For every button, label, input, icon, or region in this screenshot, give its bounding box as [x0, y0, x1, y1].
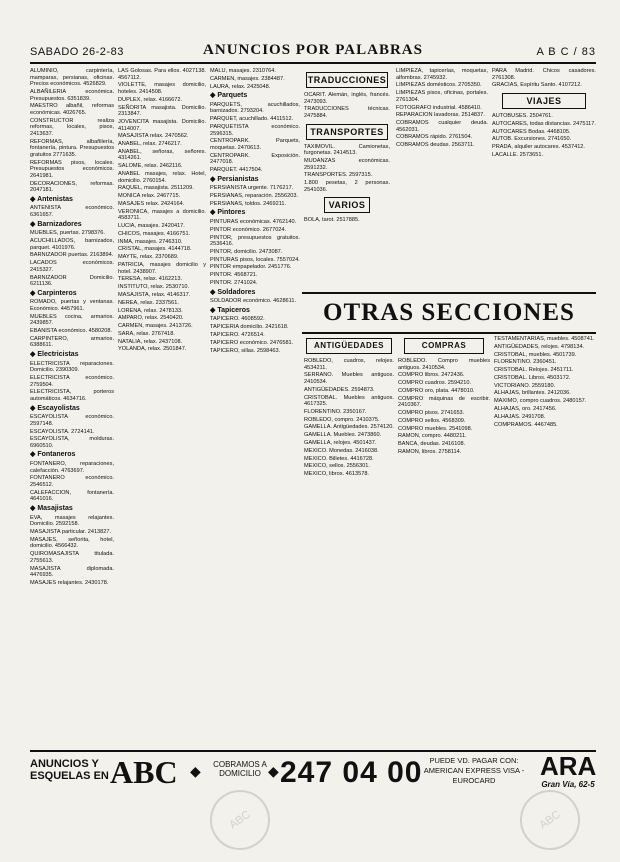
classified-ad: GAMELLA. Muebles. 2473860. [304, 432, 382, 439]
column-6 [492, 68, 596, 303]
classified-ad: MEXICO. Billetes. 4416728. [304, 455, 374, 462]
classified-ad: LACALLE. 2573651. [492, 151, 544, 158]
classified-ad: OCARIT. Alemán, inglés, francés. 2473093. [304, 92, 390, 105]
classified-ad: EVA, masajes relajantes. Domicilio. 2592158. [30, 514, 114, 528]
classified-ad: ANABEL, señoras, señores. 4314261. [118, 148, 206, 162]
classified-ad: ROBLEDO. Compro muebles antiguos. 2410534. [398, 358, 490, 371]
classified-ad: BARNIZADOR puertas. 2163894. [30, 252, 114, 259]
classified-ad: RAQUEL, masajista. 2511209. [118, 185, 194, 192]
classified-ad: MEXICO, libros. 4613578. [304, 471, 369, 478]
classified-ad: BARNIZADOR Domicilio. 6211136. [30, 274, 114, 288]
classified-ad: REPARACION lavadoras. 2514837. [396, 112, 485, 119]
classified-ad: PINTOR. 2741024. [210, 280, 258, 287]
classified-ad: 1.800 pesetas, 2 personas. 2541036. [304, 180, 390, 193]
classified-ad: PERSIANAS, reparación. 2556203. [210, 193, 298, 199]
footer-cobramos: COBRAMOS A DOMICILIO [213, 760, 267, 778]
otras-secciones-banner: OTRAS SECCIONES [302, 292, 596, 334]
classified-ad: PINTOR económico. 2677024. [210, 226, 287, 233]
classified-ad: ELECTRICISTA reparaciones. Domicilio. 2390309. [30, 360, 114, 374]
section-box-varios: VARIOS [324, 197, 370, 213]
classified-ad: ALHAJAS, oro. 2417456. [494, 406, 557, 413]
classified-ad: LIMPIEZAS domésticos. 2705350. [396, 82, 482, 89]
classified-ad: DECORACIONES, reformas. 2047181. [30, 180, 114, 194]
classified-ad: ALUMINIO, carpintería, mamparas, persianas, oficinas. Precios económicos. 4526829. [30, 68, 114, 88]
footer-advert [30, 750, 596, 800]
classified-ad: QUIROMASAJISTA titulada. 2755613. [30, 551, 114, 564]
transportes-list [304, 144, 390, 194]
section-heading: ◆ Masajistas [30, 505, 73, 512]
classified-ad: MASAJISTA, relax. 4146317. [118, 291, 191, 298]
classified-ad: PARA Madrid. Chicos casadores. 2761308. [492, 68, 596, 81]
classified-ad: NEREA, relax. 2337561. [118, 299, 179, 306]
section-heading: ◆ Antenistas [30, 195, 73, 203]
column-antiguedades [304, 336, 394, 744]
classified-ad: CRISTOBAL, muebles. 4501739. [494, 351, 577, 358]
classified-ad: PATRICIA, masajes domicilio y hotel. 2438907. [118, 262, 206, 275]
classified-ad: GAMELLA, relojes. 4501437. [304, 440, 377, 447]
classified-ad: COMPRO libros. 2472436. [398, 372, 465, 379]
section-box-antiguedades: ANTIGÜEDADES [306, 338, 392, 354]
classified-ad: ROMADO, puertas y ventanas. Económico. 4457961. [30, 299, 114, 312]
classified-ad: CARMEN, masajes. 2384487. [210, 75, 285, 82]
classified-ad: ACUCHILLADOS, barnizados, parquet. 4101976. [30, 237, 114, 251]
classified-ad: COBRAMOS rápido. 2761504. [396, 134, 473, 141]
classified-ad: RAMON, libros. 2758114. [398, 449, 462, 455]
abc-watermark: ABC [508, 778, 592, 862]
footer-anuncios: ANUNCIOS Y ESQUELAS EN [30, 758, 109, 782]
classified-ad: AUTOCARES Bodas. 4468105. [492, 128, 571, 135]
compras-list [398, 358, 490, 456]
classified-ad: BOLA, tarot. 2517885. [304, 217, 360, 224]
classified-ad: COMPRO pisos. 2741653. [398, 410, 465, 417]
classified-ad: MEXICO, sellos. 2556301. [304, 463, 370, 470]
classified-ad: CARPINTERO, armarios. 6388611. [30, 335, 114, 349]
classified-ad: FONTANERO económico. 2546512. [30, 475, 114, 489]
classified-ad: ANABEL, relax. 2746217. [118, 141, 182, 148]
classified-ad: CONSTRUCTOR realiza reformas, locales, pisos, 2413637. [30, 117, 114, 137]
classified-ad: REFORMAS, albañilería, fontanería, pintura. Presupuestos gratuitos 2771635. [30, 138, 114, 158]
classified-ad: NATALIA, relax. 2437108. [118, 338, 183, 345]
classified-ad: ROBLEDO, compro. 2410375. [304, 416, 380, 423]
classified-ad: TRANSPORTES. 2597315. [304, 172, 373, 179]
classified-ad: CARMEN, masajes. 2413726. [118, 323, 193, 330]
classified-ad: TAPICERO. 4608592. [210, 316, 265, 323]
column-compras [398, 336, 490, 744]
classified-ad: BANCA, deudas. 2416108. [398, 441, 466, 448]
classified-ad: VICTORIANO. 2559180. [494, 382, 556, 389]
classified-ad: FLORENTINO. 2350167. [304, 408, 367, 415]
classified-ad: MASAJES relax. 2424164. [118, 200, 185, 207]
classified-ad: CHICOS, masajes. 4166751. [118, 230, 191, 237]
classified-ad: TAPICERO, sillas. 2598463. [210, 347, 281, 354]
classified-ad: COMPRO oro, plata. 4478010. [398, 387, 475, 394]
classified-ad: AUTOCARES, todas distancias. 2475117. [492, 120, 596, 127]
classified-ad: COBRAMOS cualquier deuda. 4562031. [396, 120, 488, 133]
abc-watermark: ABC [198, 778, 282, 862]
classified-ad: ESCAYOLISTA económico. 2597148. [30, 414, 114, 427]
classified-ad: FONTANERO, reparaciones, calefacción. 4763697. [30, 461, 114, 474]
classified-ad: ELECTRICISTA económico. 2759504. [30, 374, 114, 388]
classified-ad: PARQUET, acuchillado. 4411512. [210, 116, 294, 123]
classified-ad: MUEBLES cocina, armarios. 2439857. [30, 313, 114, 327]
classified-ad: ANTENISTA económico. 6361657. [30, 205, 114, 218]
classified-ad: TAPICERO económico. 2476581. [210, 339, 294, 346]
classified-ad: VIOLETTE, masajes domicilio, hoteles. 2414508. [118, 82, 206, 95]
classified-ad: MEXICO. Monedas. 2416038. [304, 447, 379, 454]
classified-ad: DUPLEX, relax. 4166672. [118, 96, 183, 103]
column-1 [30, 68, 114, 743]
classified-ad: INMA, masajes. 2746310. [118, 238, 183, 245]
section-box-transportes: TRANSPORTES [306, 124, 388, 140]
section-heading: ◆ Pintores [210, 209, 246, 217]
ara-address: Gran Vía, 62-5 [541, 780, 595, 789]
classified-ad: AUTOBUSES. 2504761. [492, 112, 553, 119]
classified-ad: CENTROPARK. Exposición. 2477018. [210, 152, 300, 166]
section-box: VIAJES [502, 93, 586, 109]
classified-ad: TRADUCCIONES técnicas. 2475884. [304, 106, 390, 119]
classified-ad: COMPRAMOS. 4467485. [494, 421, 558, 428]
classified-ad: MONICA relax. 2467715. [118, 193, 181, 200]
classified-ad: YOLANDA, relax. 2501847. [118, 346, 187, 353]
classified-ad: ALHAJAS, brillantes. 2412036. [494, 390, 571, 397]
classified-ad: CALEFACCION, fontanería. 4641016. [30, 489, 114, 503]
classified-ad: MAESTRO albañil, reformas económicas. 4026765. [30, 103, 114, 116]
section-heading: ◆ Fontaneros [30, 451, 76, 459]
section-heading: ◆ Barnizadores [30, 220, 82, 228]
classified-ad: INSTITUTO, relax. 2530710. [118, 284, 190, 291]
traducciones-list [304, 92, 390, 120]
column-2 [118, 68, 206, 743]
classified-ad: SOLDADOR económico. 4628611. [210, 298, 297, 305]
classified-ad: PINTOR, presupuestos gratuitos. 2536416. [210, 234, 300, 248]
classified-ad: LACADOS económicos. 2415327. [30, 260, 114, 273]
section-heading: ◆ Tapiceros [210, 306, 250, 314]
classified-ad: MASAJISTA relax. 2470562. [118, 133, 189, 140]
classified-ad: MUDANZAS económicas. 2591232. [304, 157, 390, 171]
section-heading: ◆ Persianistas [210, 175, 259, 183]
classified-ad: TESTAMENTARIAS, muebles. 4508741. [494, 336, 595, 342]
classified-ad: EBANISTA económico. 4580208. [30, 328, 112, 335]
classified-ad: LAS Golosas. Para ellos. 4027138. 4567112. [118, 68, 206, 81]
ara-logo: ARA [540, 751, 597, 781]
page-date: SABADO 26-2-83 [30, 46, 124, 58]
classified-ad: LORENA, relax. 2478133. [118, 307, 183, 314]
section-heading: ◆ Carpinteros [30, 289, 77, 297]
classified-ad: PERSIANAS, toldos. 2469211. [210, 200, 287, 207]
classified-ad: LIMPIEZAS pisos, oficinas, portales. 2761304. [396, 90, 488, 103]
classified-ad: COMPRO sellos. 4568309. [398, 417, 466, 424]
classified-ad: CENTROPARK. Parquets, moquetas. 2470613. [210, 138, 300, 151]
classified-ad: MAYTE, relax. 2370689. [118, 254, 179, 261]
section-box-traducciones: TRADUCCIONES [306, 72, 388, 88]
footer-abc-logo: ABC [110, 754, 178, 790]
classified-ad: SERRANO. Muebles antiguos. 2410534. [304, 372, 394, 385]
column-9 [494, 336, 596, 744]
classified-ad: ESCAYOLISTA. 2724141. [30, 428, 95, 435]
classified-ad: FLORENTINO. 2360451. [494, 359, 557, 366]
classified-ad: TAPICERO. 4726514. [210, 331, 265, 338]
classified-ad: TAPICERIA domicilio. 2421618. [210, 324, 289, 331]
classified-ad: COMPRO máquinas de escribir. 2410367. [398, 395, 490, 409]
column-4 [304, 68, 390, 308]
classified-ad: FOTOGRAFO industrial. 4586410. [396, 104, 482, 111]
classified-ad: PERSIANISTA urgente. 7176217. [210, 185, 294, 192]
classified-ad: MASAJISTA particular. 2413827. [30, 528, 112, 535]
classified-ad: AMPARO, relax. 2540420. [118, 315, 184, 322]
classified-ad: ROBLEDO, cuadros, relojes. 4534211. [304, 358, 394, 371]
classified-ad: ANTIGÜEDADES, relojes. 4798134. [494, 343, 585, 350]
classified-ad: ALHAJAS. 2491708. [494, 413, 546, 420]
classified-ad: SALOME, relax. 2462116. [118, 163, 183, 170]
classified-ad: PARQUET. 4417504. [210, 167, 263, 174]
classified-ad: LIMPIEZA, tapicerías, moquetas, alfombras. 2745932. [396, 68, 488, 81]
classified-ad: ANABEL masajes, relax. Hotel, domicilio. 2760154. [118, 171, 206, 184]
classified-ad: PINTOR empapelador. 2451776. [210, 264, 292, 271]
classified-ad: CRISTOBAL. Relojes. 2451711. [494, 367, 574, 374]
footer-payment: PUEDE VD. PAGAR CON: AMERICAN EXPRESS VISA - EUROCARD [423, 756, 525, 785]
classified-ad: CRISTOBAL. Muebles antiguos. 4617325. [304, 394, 394, 408]
classified-ad: PINTOR, domicilio. 2473087. [210, 248, 283, 255]
page-number: A B C / 83 [536, 46, 596, 58]
section-heading: ◆ Soldadores [210, 288, 256, 296]
classified-ad: ANTIGÜEDADES. 2594873. [304, 386, 375, 393]
diamond-icon: ◆ [268, 765, 279, 780]
classified-ad: PRADA, alquiler autocares. 4537412. [492, 144, 585, 151]
classified-ad: PARQUETS, acuchillados, barnizados. 2793204. [210, 101, 300, 115]
section-heading: ◆ Parquets [210, 92, 248, 100]
section-heading: ◆ Escayolistas [30, 404, 80, 412]
classified-ad: PINTOR. 4568721. [210, 272, 258, 279]
classified-ad: VERONICA, masajes a domicilio. 4583711. [118, 208, 206, 222]
footer-ara [540, 752, 596, 789]
classified-ad: AUTOB. Excursiones. 2741650. [492, 136, 572, 143]
classified-ad: GAMELLA. Antigüedades. 2574120. [304, 424, 394, 431]
classified-ad: PARQUETISTA económico. 2596315. [210, 123, 300, 137]
classified-ad: SARA, relax. 2767418. [118, 330, 175, 337]
classified-ad: TAXIMOVIL. Camionetas, furgonetas. 2414513. [304, 143, 390, 157]
diamond-icon: ◆ [190, 765, 201, 780]
classified-ad: TERESA, relax. 4162213. [118, 276, 183, 283]
column-5 [396, 68, 488, 303]
classified-ad: ALBAÑILERIA económica. Presupuestos. 6351839. [30, 88, 114, 102]
classified-ad: REFORMAS pisos, locales. Presupuestos económicos. 2641981. [30, 159, 114, 179]
classified-ad: ESCAYOLISTA, molduras. 6960510. [30, 436, 114, 449]
antiguedades-list [304, 358, 394, 478]
classified-ad: MASAJISTA diplomada. 4476935. [30, 565, 114, 579]
section-box-compras: COMPRAS [404, 338, 484, 354]
column-3 [210, 68, 300, 743]
classified-ad: SEÑORITA masajista. Domicilio. 2313847. [118, 104, 206, 118]
footer-phone: 247 04 00 [280, 756, 423, 789]
classified-ad: COBRAMOS deudas. 2563711. [396, 142, 475, 149]
section-heading: ◆ Electricistas [30, 351, 79, 358]
page-header [30, 42, 596, 64]
classified-ad: PINTURAS económicas. 4762140. [210, 218, 297, 225]
classified-ad: JOVENCITA masajista. Domicilio. 4114007. [118, 118, 206, 132]
classified-ad: MASAJES, señorita, hotel, domicilio. 4566432. [30, 536, 114, 550]
classified-ad: PINTURAS pisos, locales. 7557024. [210, 256, 300, 263]
classified-ad: CRISTOBAL. Libros. 4503172. [494, 374, 571, 381]
classified-ad: MUEBLES, puertas. 2798376. [30, 230, 105, 237]
classified-ad: COMPRO muebles. 2541098. [398, 425, 473, 432]
classified-ad: COMPRO cuadros. 2594210. [398, 380, 472, 387]
classified-ad: MAXIMO, compro cuadros. 2480157. [494, 398, 587, 405]
classified-ad: LUCIA, masajes. 2420417. [118, 223, 185, 230]
classified-ad: RAMON, compro. 4480211. [398, 433, 467, 440]
varios-list [304, 217, 390, 224]
classified-ad: LAURA, relax. 2425048. [210, 83, 271, 90]
page-title: ANUNCIOS POR PALABRAS [203, 42, 423, 58]
classified-ad: ELECTRICISTA, porteros automáticos. 4634716. [30, 389, 114, 402]
classified-ad: MALU, masajes. 2310764. [210, 68, 276, 74]
classified-ad: CRISTAL, masajes. 4144718. [118, 246, 192, 253]
classified-ad: MASAJES relajantes. 2430178. [30, 579, 109, 586]
classified-ad: GRACIAS, Espíritu Santo. 4107212. [492, 82, 582, 89]
